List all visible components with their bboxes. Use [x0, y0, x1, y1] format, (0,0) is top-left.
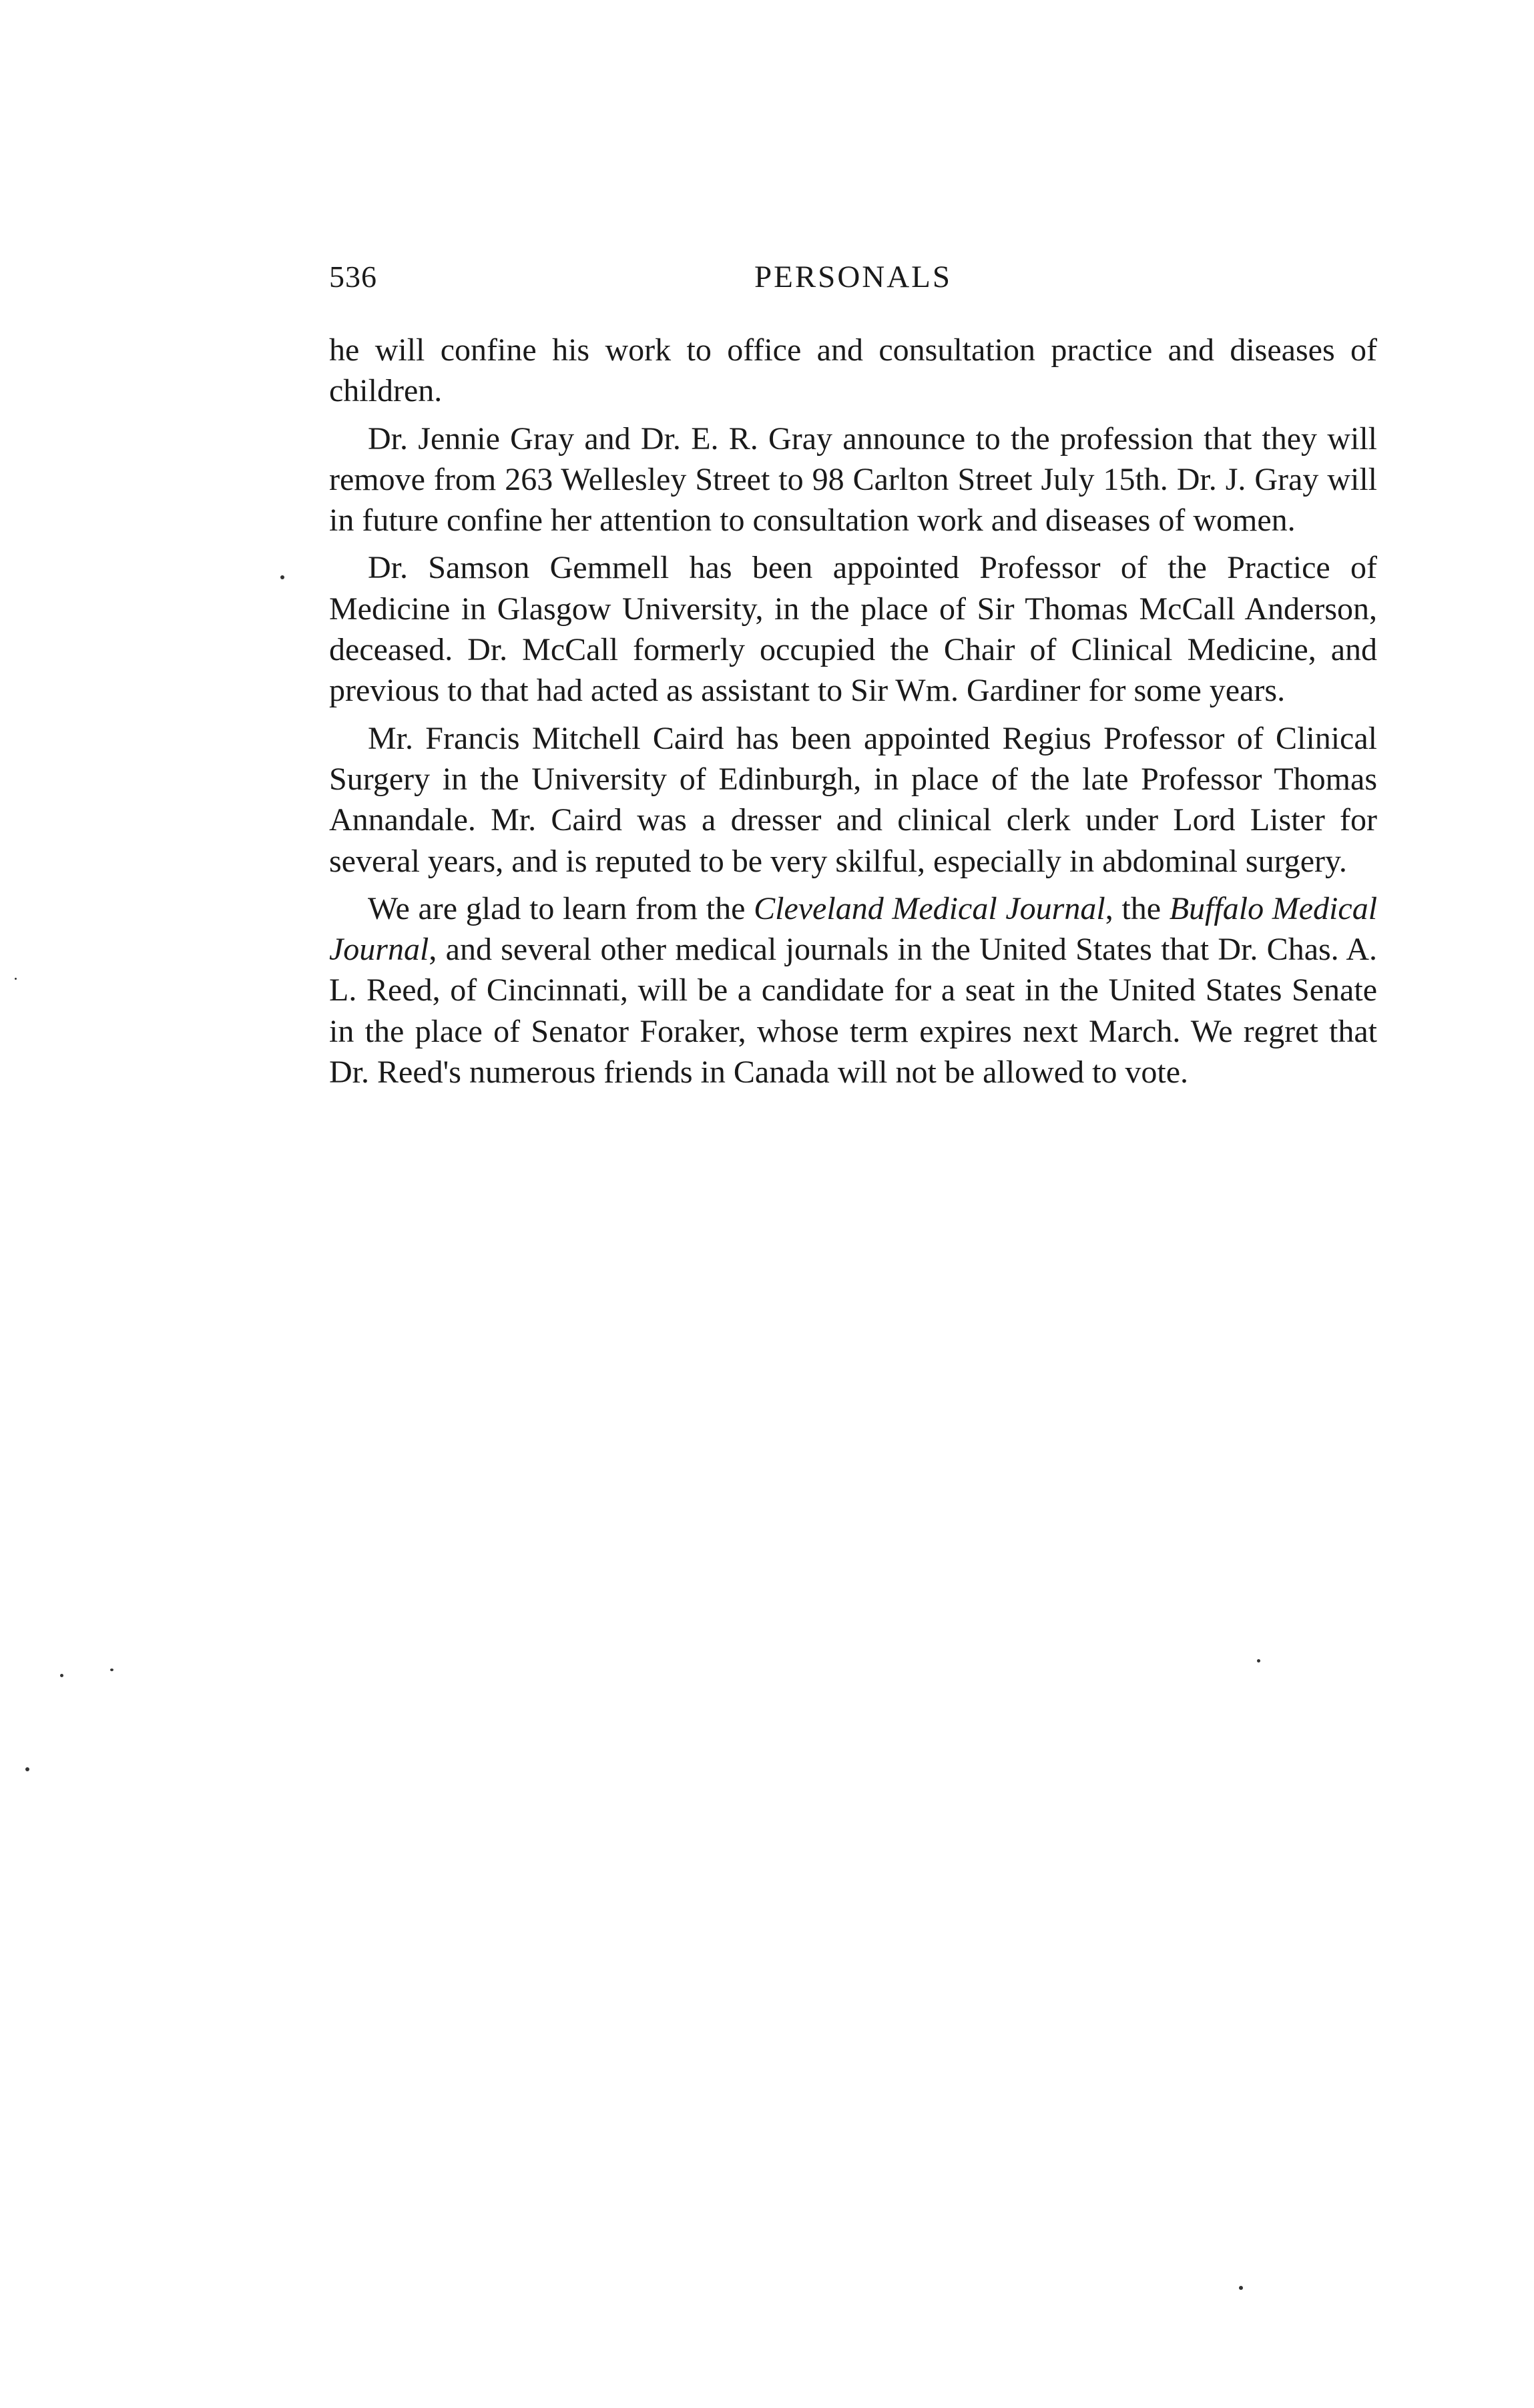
scan-speck — [25, 1767, 29, 1771]
scan-speck — [1257, 1659, 1260, 1663]
scan-speck — [280, 575, 284, 579]
paragraph-continuation: he will confine his work to office and consultation practice and diseases of children. — [329, 332, 1377, 409]
running-title: PERSONALS — [754, 260, 952, 294]
page-number: 536 — [329, 260, 377, 294]
reed-text-c: , and several other medical journals in the United States that Dr. Chas. A. L. Reed, of Cincinnati, will be a candidate for a seat in the United States Senate in the place of Senator Foraker, whose term expires next March. We regret that Dr. Reed's numerous friends in Canada will not be allowed to vote. — [329, 932, 1377, 1091]
journal-name-cleveland: Cleveland Medical Journal — [754, 890, 1105, 926]
reed-text-b: , the — [1105, 890, 1170, 926]
reed-text-a: We are glad to learn from the — [368, 890, 754, 926]
paragraph-reed-candidacy — [329, 888, 1377, 1093]
paragraph-gray-announcement: Dr. Jennie Gray and Dr. E. R. Gray announce to the profession that they will remove from 263 Wellesley Street to 98 Carlton Street July 15th. Dr. J. Gray will in future confine her attention to consultation work and diseases of women. — [329, 420, 1377, 539]
journal-name-buffalo: Buffalo Medical Journal — [329, 890, 1378, 968]
scan-speck — [60, 1674, 63, 1677]
scan-speck — [110, 1669, 113, 1671]
paragraph-caird-appointment: Mr. Francis Mitchell Caird has been appointed Regius Professor of Clinical Surgery in the University of Edinburgh, in place of the late Professor Thomas Annandale. Mr. Caird was a dresser and clinical clerk under Lord Lister for several years, and is reputed to be very skilful, especially in abdominal surgery. — [329, 720, 1377, 879]
scan-speck — [15, 978, 17, 980]
running-head — [329, 257, 1377, 304]
paragraph-gemmell-appointment: Dr. Samson Gemmell has been appointed Professor of the Practice of Medicine in Glasgow University, in the place of Sir Thomas McCall Anderson, deceased. Dr. McCall formerly occupied the Chair of Clinical Medicine, and previous to that had acted as assistant to Sir Wm. Gardiner for some years. — [329, 550, 1377, 709]
scan-speck — [1239, 2286, 1243, 2290]
body-text — [329, 330, 1377, 1099]
